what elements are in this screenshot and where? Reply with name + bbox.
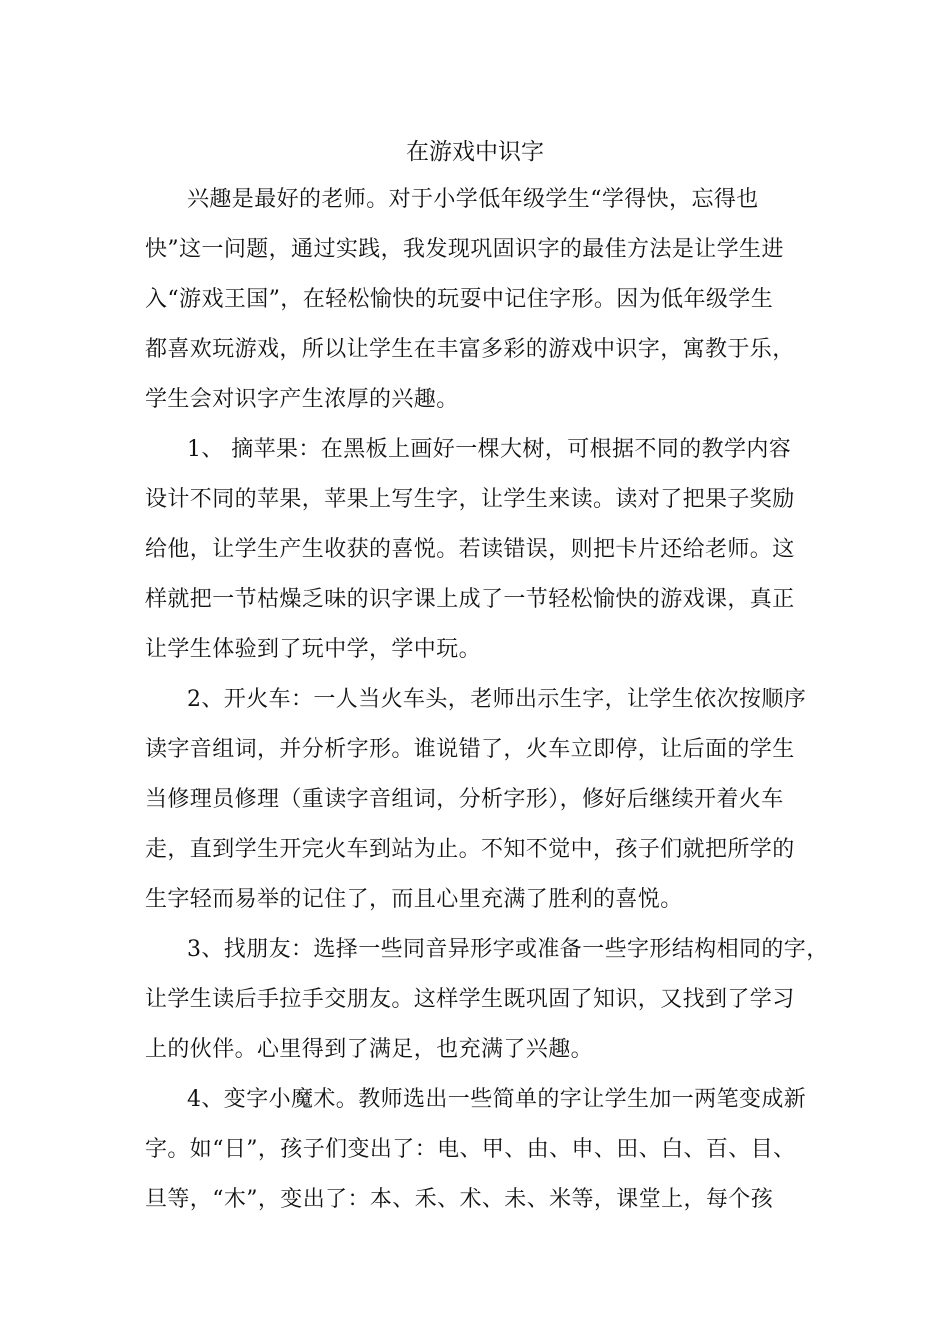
- paragraph-2-line-1: 1、 摘苹果：在黑板上画好一棵大树，可根据不同的教学内容: [187, 437, 792, 462]
- paragraph-2-line-2: 设计不同的苹果，苹果上写生字，让学生来读。读对了把果子奖励: [145, 487, 795, 512]
- paragraph-2-line-5: 让学生体验到了玩中学，学中玩。: [145, 637, 482, 662]
- paragraph-1-line-5: 学生会对识字产生浓厚的兴趣。: [145, 387, 459, 412]
- paragraph-1-line-2: 快”这一问题，通过实践，我发现巩固识字的最佳方法是让学生进: [145, 237, 784, 262]
- paragraph-3-line-2: 读字音组词，并分析字形。谁说错了，火车立即停，让后面的学生: [145, 737, 795, 762]
- paragraph-4-line-3: 上的伙伴。心里得到了满足，也充满了兴趣。: [145, 1037, 594, 1062]
- paragraph-3-line-3: 当修理员修理（重读字音组词，分析字形），修好后继续开着火车: [145, 787, 784, 812]
- paragraph-5-line-1: 4、变字小魔术。教师选出一些简单的字让学生加一两笔变成新: [187, 1087, 807, 1112]
- paragraph-5-line-3: 旦等，“木”，变出了：本、禾、术、未、米等，课堂上，每个孩: [145, 1187, 774, 1212]
- paragraph-3-line-4: 走，直到学生开完火车到站为止。不知不觉中，孩子们就把所学的: [145, 837, 795, 862]
- paragraph-4-line-2: 让学生读后手拉手交朋友。这样学生既巩固了知识，又找到了学习: [145, 987, 795, 1012]
- paragraph-2-line-3: 给他，让学生产生收获的喜悦。若读错误，则把卡片还给老师。这: [145, 537, 795, 562]
- paragraph-3-line-5: 生字轻而易举的记住了，而且心里充满了胜利的喜悦。: [145, 887, 683, 912]
- paragraph-1-line-1: 兴趣是最好的老师。对于小学低年级学生“学得快，忘得也: [187, 187, 759, 212]
- paragraph-1-line-3: 入“游戏王国”，在轻松愉快的玩耍中记住字形。因为低年级学生: [145, 287, 774, 312]
- document-title: 在游戏中识字: [406, 139, 544, 165]
- paragraph-3-line-1: 2、开火车：一人当火车头，老师出示生字，让学生依次按顺序: [187, 687, 807, 712]
- paragraph-4-line-1: 3、找朋友：选择一些同音异形字或准备一些字形结构相同的字，: [187, 937, 829, 962]
- paragraph-1-line-4: 都喜欢玩游戏，所以让学生在丰富多彩的游戏中识字，寓教于乐，: [145, 337, 795, 362]
- paragraph-2-line-4: 样就把一节枯燥乏味的识字课上成了一节轻松愉快的游戏课，真正: [145, 587, 795, 612]
- paragraph-5-line-2: 字。如“日”，孩子们变出了：电、甲、由、申、田、白、百、目、: [145, 1137, 796, 1162]
